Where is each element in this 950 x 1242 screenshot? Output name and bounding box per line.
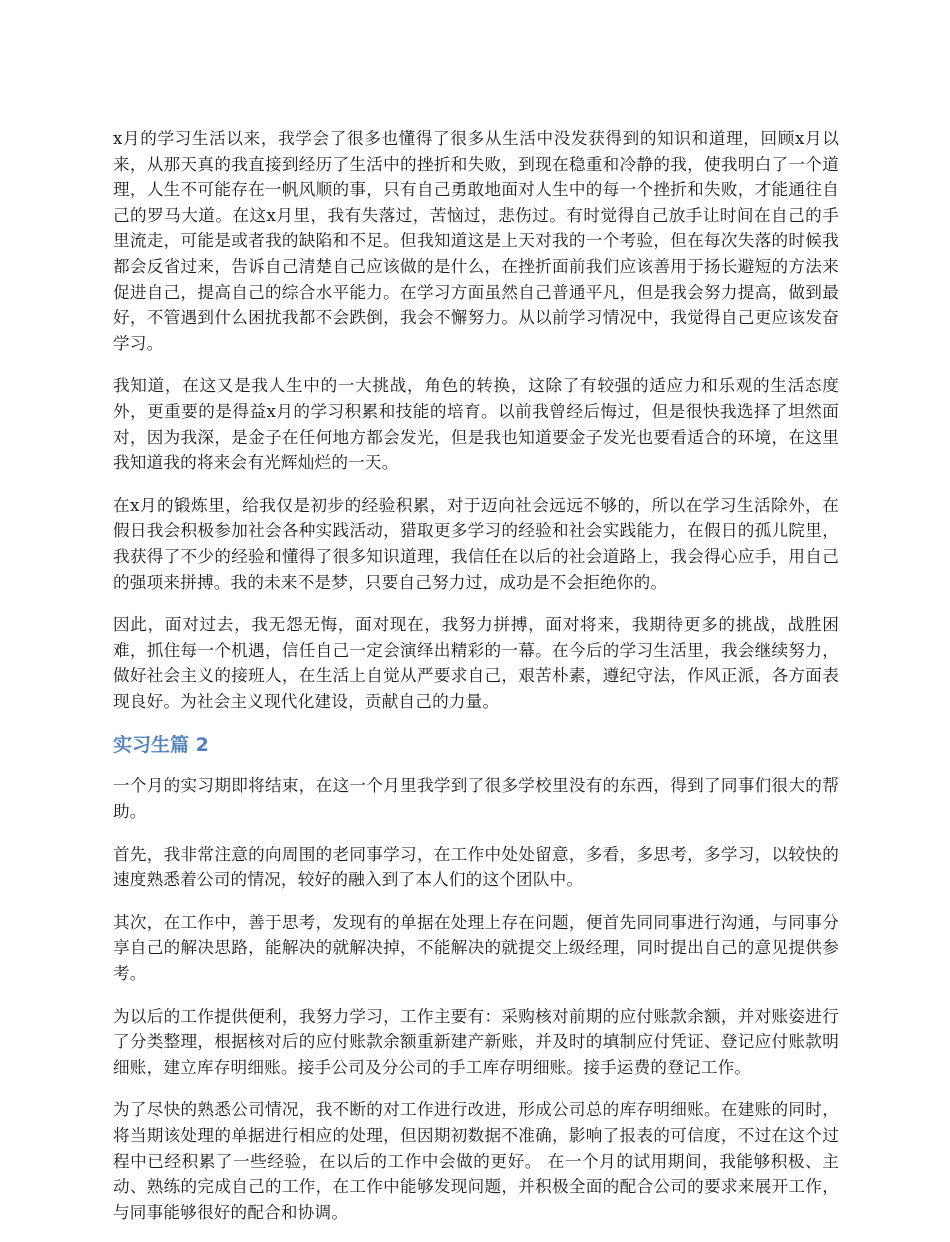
paragraph: 其次，在工作中，善于思考，发现有的单据在处理上存在问题，便首先同同事进行沟通，与同事分享自己的解决思路，能解决的就解决掉，不能解决的就提交上级经理，同时提出自己的意见提供参考。 xyxy=(113,912,839,984)
paragraph: 为以后的工作提供便利，我努力学习，工作主要有：采购核对前期的应付账款余额，并对账姿进行了分类整理，根据核对后的应付账款余额重新建产新账，并及时的填制应付凭证、登记应付账款明细账，建立库存明细账。接手公司及分公司的手工库存明细账。接手运费的登记工作。 xyxy=(113,1006,839,1077)
paragraph: 首先，我非常注意的向周围的老同事学习，在工作中处处留意，多看，多思考，多学习，以较快的速度熟悉着公司的情况，较好的融入到了本人们的这个团队中。 xyxy=(113,844,839,890)
paragraph: 因此，面对过去，我无怨无悔，面对现在，我努力拼搏，面对将来，我期待更多的挑战，战胜困难，抓住每一个机遇，信任自己一定会演绎出精彩的一幕。在今后的学习生活里，我会继续努力，做好社会主义的接班人，在生活上自觉从严要求自己，艰苦朴素，遵纪守法，作风正派，各方面表现良好。为社会主义现代化建设，贡献自己的力量。 xyxy=(113,615,839,711)
paragraph: 我知道，在这又是我人生中的一大挑战，角色的转换，这除了有较强的适应力和乐观的生活态度外，更重要的是得益x月的学习积累和技能的培育。以前我曾经后悔过，但是很快我选择了坦然面对，因为我深，是金子在任何地方都会发光，但是我也知道要金子发光也要看适合的环境，在这里我知道我的将来会有光辉灿烂的一天。 xyxy=(113,376,839,473)
paragraph: 为了尽快的熟悉公司情况，我不断的对工作进行改进，形成公司总的库存明细账。在建账的同时，将当期该处理的单据进行相应的处理，但因期初数据不准确，影响了报表的可信度，不过在这个过程中已经积累了一些经验，在以后的工作中会做的更好。 在一个月的试用期间，我能够积极、主动、熟练的完成自己的工作，在工作中能够发现问题，并积极全面的配合公司的要求来展开工作，与同事能够很好的配合和协调。 xyxy=(113,1100,839,1222)
paragraph: 在x月的锻炼里，给我仅是初步的经验积累，对于迈向社会远远不够的，所以在学习生活除外，在假日我会积极参加社会各种实践活动，猎取更多学习的经验和社会实践能力，在假日的孤儿院里，我获得了不少的经验和懂得了很多知识道理，我信任在以后的社会道路上，我会得心应手，用自己的强项来拼搏。我的未来不是梦，只要自己努力过，成功是不会拒绝你的。 xyxy=(113,495,839,592)
section-heading: 实习生篇 2 xyxy=(113,734,209,757)
paragraph: 一个月的实习期即将结束，在这一个月里我学到了很多学校里没有的东西，得到了同事们很大的帮助。 xyxy=(113,776,839,822)
document-page xyxy=(113,126,839,1242)
paragraph: x月的学习生活以来，我学会了很多也懂得了很多从生活中没发获得到的知识和道理，回顾x月以来，从那天真的我直接到经历了生活中的挫折和失败，到现在稳重和冷静的我，使我明白了一个道理，人生不可能存在一帆风顺的事，只有自己勇敢地面对人生中的每一个挫折和失败，才能通往自己的罗马大道。在这x月里，我有失落过，苦恼过，悲伤过。有时觉得自己放手让时间在自己的手里流走，可能是或者我的缺陷和不足。但我知道这是上天对我的一个考验，但在每次失落的时候我都会反省过来，告诉自己清楚自己应该做的是什么，在挫折面前我们应该善用于扬长避短的方法来促进自己，提高自己的综合水平能力。在学习方面虽然自己普通平凡，但是我会努力提高，做到最好，不管遇到什么困扰我都不会跌倒，我会不懈努力。从以前学习情况中，我觉得自己更应该发奋学习。 xyxy=(113,129,839,353)
